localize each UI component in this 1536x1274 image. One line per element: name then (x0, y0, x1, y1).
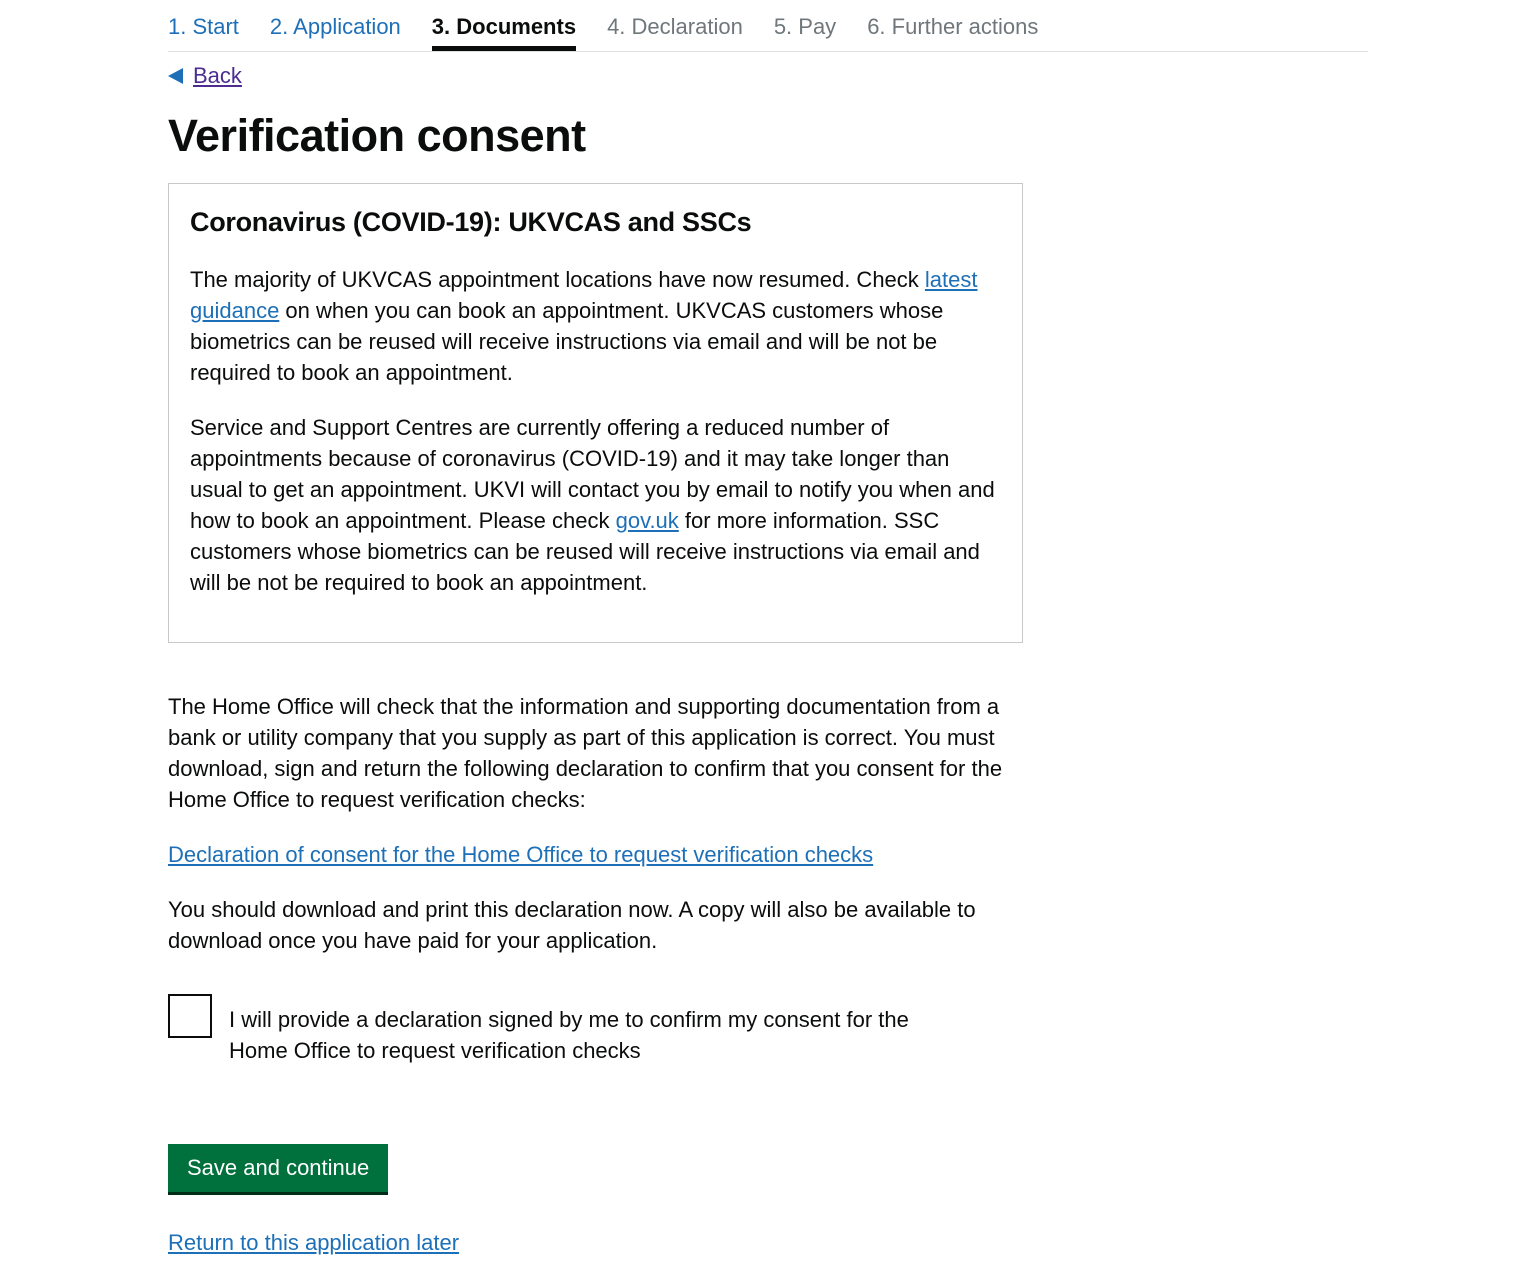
step-application[interactable]: 2. Application (269, 14, 401, 39)
notice-p2-text-after: for more information. SSC customers whose biometrics can be reused will receive instructions via email and will be not be required to book an appointment. (190, 508, 980, 595)
declaration-download-link[interactable]: Declaration of consent for the Home Office to request verification checks (168, 842, 874, 867)
step-declaration: 4. Declaration (607, 14, 743, 39)
covid-notice-panel (168, 183, 1023, 643)
notice-paragraph-ssc (190, 412, 1002, 598)
notice-p2-text-before: Service and Support Centres are currently offering a reduced number of appointments because of coronavirus (COVID-19) and it may take longer than usual to get an appointment. UKVI will contact you by email to notify you when and how to book an appointment. Please check (190, 415, 995, 533)
intro-text: The Home Office will check that the information and supporting documentation from a bank or utility company that you supply as part of this application is correct. You must download, sign and return the following declaration to confirm that you consent for the Home Office to request verification checks: (168, 694, 1003, 812)
notice-paragraph-ukvcas (190, 264, 1002, 388)
consent-checkbox-label[interactable]: I will provide a declaration signed by me to confirm my consent for the Home Office to request verification checks (229, 1007, 909, 1063)
save-and-continue-button[interactable]: Save and continue (168, 1144, 388, 1192)
step-pay: 5. Pay (773, 14, 837, 39)
step-start[interactable]: 1. Start (168, 14, 239, 39)
consent-checkbox-row[interactable] (168, 994, 969, 1066)
back-link[interactable]: Back (193, 63, 242, 88)
download-instructions: You should download and print this declaration now. A copy will also be available to download once you have paid for your application. (168, 897, 976, 953)
return-later-link[interactable]: Return to this application later (168, 1230, 460, 1255)
gov-uk-link[interactable]: gov.uk (615, 508, 679, 533)
step-documents: 3. Documents (432, 0, 576, 51)
declaration-link-paragraph (168, 839, 1018, 870)
consent-checkbox[interactable] (168, 994, 212, 1038)
step-navigation (168, 0, 1368, 52)
latest-guidance-link[interactable]: latest guidance (190, 267, 978, 323)
page-title: Verification consent (168, 110, 586, 161)
back-arrow-icon (168, 68, 183, 84)
notice-title: Coronavirus (COVID-19): UKVCAS and SSCs (190, 207, 752, 237)
notice-p1-text-before: The majority of UKVCAS appointment locations have now resumed. Check (190, 267, 925, 292)
notice-p1-text-after: on when you can book an appointment. UKVCAS customers whose biometrics can be reused will receive instructions via email and will be not be required to book an appointment. (190, 298, 944, 385)
step-further-actions: 6. Further actions (867, 14, 1039, 39)
back-link-wrapper[interactable] (168, 63, 242, 89)
